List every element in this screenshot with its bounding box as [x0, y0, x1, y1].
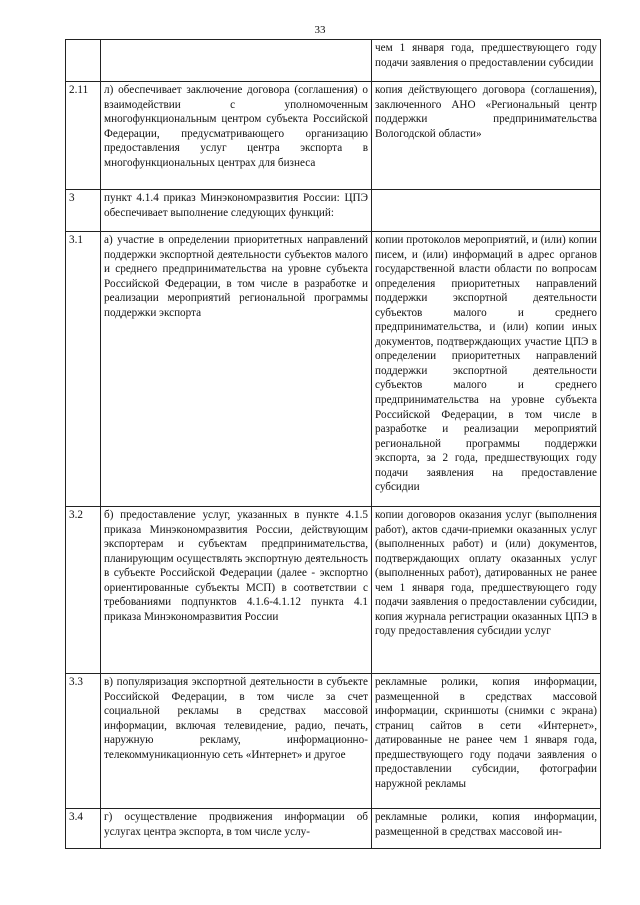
requirement-cell: в) популяризация экспортной деятельности в субъекте Российской Федерации, в том числе за счет социальной рекламы в средствах массовой информации, включая телевидение, радио, печать, наружную рекламу, информационно-телекоммуникационную сеть «Интернет» и другое	[101, 674, 372, 809]
document-cell: копии договоров оказания услуг (выполнения работ), актов сдачи-приемки оказанных услуг (выполненных работ) и (или) документов, подтверждающих оплату оказанных услуг (выполненных работ), датированных не ранее чем 1 января года, предшествующего году подачи заявления о предоставлении субсидии, копия журнала регистрации оказанных ЦПЭ в году предоставления субсидии услуг	[372, 507, 601, 674]
page-number: 33	[314, 24, 326, 36]
document-cell: копия действующего договора (соглашения), заключенного АНО «Региональный центр поддержки предпринимательства Вологодской области»	[372, 82, 601, 190]
row-number: 3.4	[66, 809, 101, 849]
table-row	[66, 674, 601, 809]
row-number: 3.2	[66, 507, 101, 674]
requirement-cell	[101, 40, 372, 82]
table-row	[66, 40, 601, 82]
requirement-cell: б) предоставление услуг, указанных в пункте 4.1.5 приказа Минэкономразвития России, действующим экспортерам и субъектам предпринимательства, планирующим осуществлять экспортную деятельность в субъекте Российской Федерации (далее - экспортно ориентированные субъекты МСП) в соответствии с требованиями подпунктов 4.1.6-4.1.12 пункта 4.1 приказа Минэкономразвития России	[101, 507, 372, 674]
document-cell: рекламные ролики, копия информации, размещенной в средствах массовой ин-	[372, 809, 601, 849]
table-row	[66, 809, 601, 849]
document-table	[65, 39, 601, 849]
requirement-cell: пункт 4.1.4 приказ Минэкономразвития России: ЦПЭ обеспечивает выполнение следующих функций:	[101, 190, 372, 232]
table-row	[66, 190, 601, 232]
document-cell: чем 1 января года, предшествующего году подачи заявления о предоставлении субсидии	[372, 40, 601, 82]
row-number: 3	[66, 190, 101, 232]
row-number: 3.3	[66, 674, 101, 809]
requirement-cell: г) осуществление продвижения информации об услугах центра экспорта, в том числе услу-	[101, 809, 372, 849]
row-number	[66, 40, 101, 82]
row-number: 2.11	[66, 82, 101, 190]
document-cell: копии протоколов мероприятий, и (или) копии писем, и (или) информаций в адрес органов государственной власти области по вопросам определения приоритетных направлений поддержки экспортной деятельности субъектов малого и среднего предпринимательства, и (или) копии иных документов, подтверждающих участие ЦПЭ в определении приоритетных направлений поддержки экспортной деятельности субъектов малого и среднего предпринимательства на уровне субъекта Российской Федерации, в том числе в разработке и реализации мероприятий региональной программы поддержки экспорта, за 2 года, предшествующих году подачи заявления на предоставление субсидии	[372, 232, 601, 507]
document-cell: рекламные ролики, копия информации, размещенной в средствах массовой информации, скриншоты (снимки с экрана) страниц сайтов в сети «Интернет», датированные не ранее чем 1 января года, предшествующего году подачи заявления о предоставлении субсидии, фотографии наружной рекламы	[372, 674, 601, 809]
table-row	[66, 82, 601, 190]
row-number: 3.1	[66, 232, 101, 507]
table-row	[66, 232, 601, 507]
requirement-cell: а) участие в определении приоритетных направлений поддержки экспортной деятельности субъектов малого и среднего предпринимательства на уровне субъекта Российской Федерации, в том числе в разработке и реализации мероприятий региональной программы поддержки экспорта	[101, 232, 372, 507]
table-row	[66, 507, 601, 674]
requirement-cell: л) обеспечивает заключение договора (соглашения) о взаимодействии с уполномоченным многофункциональным центром субъекта Российской Федерации, предусматривающего организацию предоставления услуг центра экспорта в многофункциональных центрах для бизнеса	[101, 82, 372, 190]
document-cell	[372, 190, 601, 232]
